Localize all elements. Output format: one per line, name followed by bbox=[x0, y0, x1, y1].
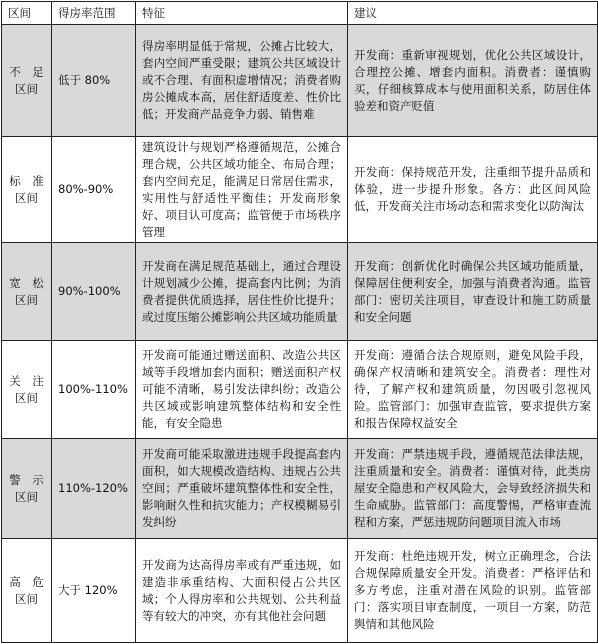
header-feature: 特征 bbox=[136, 2, 348, 25]
interval-name: 标 准 bbox=[9, 173, 44, 188]
table-row bbox=[2, 243, 598, 341]
header-row bbox=[2, 2, 598, 25]
advice-cell: 开发商：杜绝违规开发，树立正确理念，合法合规保障质量安全开发。消费者：严格评估和多方考虑，注重对潜在风险的识别。监管部门：落实项目审查制度，一项目一方案，防范舆情和其他风险 bbox=[348, 539, 598, 643]
feature-cell: 开发商为达高得房率或有严重违规，如建造非承重结构、大面积侵占公共区域；个人得房率和公共规划、公共利益等有较大的冲突，亦有其他社会问题 bbox=[136, 539, 348, 643]
table-row bbox=[2, 25, 598, 137]
feature-cell: 开发商可能采取激进违规手段提高套内面积，如大规模改造结构、违规占公共空间；严重破坏建筑整体性和安全性，影响耐久性和抗灾能力；产权模糊易引发纠纷 bbox=[136, 439, 348, 539]
header-interval: 区间 bbox=[2, 2, 52, 25]
interval-suffix: 区间 bbox=[15, 489, 38, 504]
header-advice: 建议 bbox=[348, 2, 598, 25]
advice-cell: 开发商：重新审视规划，优化公共区域设计，合理控公摊、增套内面积。消费者：谨慎购买，仔细核算成本与使用面积关系，防居住体验差和资产贬值 bbox=[348, 25, 598, 137]
interval-name: 关 注 bbox=[9, 373, 44, 388]
table-row bbox=[2, 137, 598, 243]
interval-cell bbox=[2, 25, 52, 137]
rate-cell: 低于 80% bbox=[52, 25, 136, 137]
feature-cell: 建筑设计与规划严格遵循规范，公摊合理合规，公共区域功能全、布局合理；套内空间充足，能满足日常居住需求，实用性与舒适性平衡佳；开发商形象好、项目认可度高；监管便于市场秩序管理 bbox=[136, 137, 348, 243]
advice-cell: 开发商：严禁违规手段，遵循规范法律法规，注重质量和安全。消费者：谨慎对待，此类房屋安全隐患和产权风险大，会导致经济损失和生命威胁。监管部门：高度警惕，严格审查流程和方案，严惩违规防问题项目流入市场 bbox=[348, 439, 598, 539]
rate-cell: 110%-120% bbox=[52, 439, 136, 539]
interval-name: 警 示 bbox=[9, 472, 44, 487]
table-row bbox=[2, 439, 598, 539]
interval-cell bbox=[2, 243, 52, 341]
rate-cell: 90%-100% bbox=[52, 243, 136, 341]
feature-cell: 得房率明显低于常规，公摊占比较大，套内空间严重受限；建筑公共区域设计或不合理、有面积虚增情况；消费者购房公摊成本高，居住舒适度差、性价比低；开发商产品竞争力弱、销售难 bbox=[136, 25, 348, 137]
interval-suffix: 区间 bbox=[15, 390, 38, 405]
advice-cell: 开发商：创新优化时确保公共区域功能质量，保障居住便利安全，加强与消费者沟通。监管部门：密切关注项目，审查设计和施工防质量和安全问题 bbox=[348, 243, 598, 341]
interval-cell bbox=[2, 439, 52, 539]
feature-cell: 开发商在满足规范基础上，通过合理设计规划减少公摊，提高套内比例；为消费者提供优质选择，居住性价比提升；或过度压缩公摊影响公共区域功能质量 bbox=[136, 243, 348, 341]
housing-rate-table bbox=[1, 1, 598, 643]
rate-cell: 100%-110% bbox=[52, 341, 136, 439]
interval-cell bbox=[2, 539, 52, 643]
interval-suffix: 区间 bbox=[15, 81, 38, 96]
advice-cell: 开发商：保持规范开发，注重细节提升品质和体验，进一步提升形象。各方：此区间风险低，开发商关注市场动态和需求变化以防淘汰 bbox=[348, 137, 598, 243]
rate-cell: 80%-90% bbox=[52, 137, 136, 243]
interval-suffix: 区间 bbox=[15, 190, 38, 205]
interval-cell bbox=[2, 341, 52, 439]
interval-suffix: 区间 bbox=[15, 292, 38, 307]
header-rate: 得房率范围 bbox=[52, 2, 136, 25]
table-row bbox=[2, 341, 598, 439]
interval-suffix: 区间 bbox=[15, 591, 38, 606]
interval-cell bbox=[2, 137, 52, 243]
advice-cell: 开发商：遵循合法合规原则，避免风险手段，确保产权清晰和建筑安全。消费者：理性对待，了解产权和建筑质量，勿因吸引忽视风险。监管部门：加强审查监管，要求提供方案和报告保障权益安全 bbox=[348, 341, 598, 439]
interval-name: 不 足 bbox=[9, 64, 44, 79]
interval-name: 高 危 bbox=[9, 574, 44, 589]
rate-cell: 大于 120% bbox=[52, 539, 136, 643]
interval-name: 宽 松 bbox=[9, 275, 44, 290]
table-row bbox=[2, 539, 598, 643]
feature-cell: 开发商可能通过赠送面积、改造公共区域等手段增加套内面积；赠送面积产权可能不清晰，易引发法律纠纷；改造公共区域或影响建筑整体结构和安全性能，有安全隐患 bbox=[136, 341, 348, 439]
